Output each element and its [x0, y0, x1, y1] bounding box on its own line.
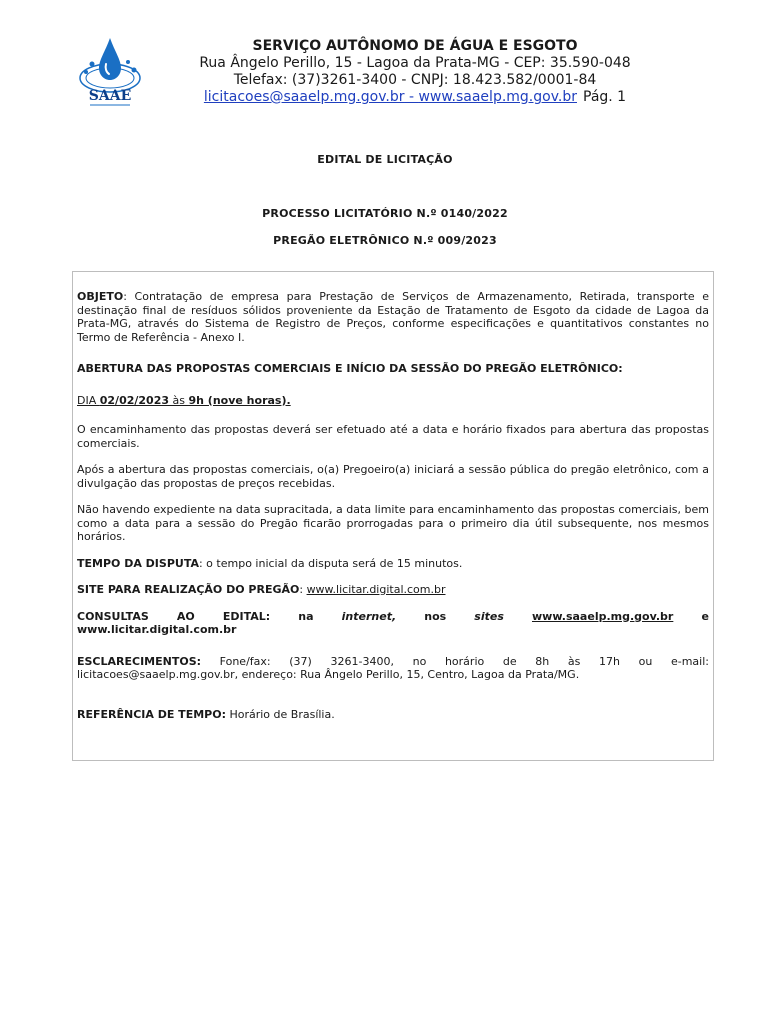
escl-w3: (37): [289, 654, 312, 668]
esclarecimentos-paragraph: [77, 655, 709, 682]
escl-w6: horário: [444, 654, 485, 668]
escl-w11: ou: [638, 654, 653, 668]
tempo-text: : o tempo inicial da disputa será de 15 minutos.: [198, 556, 463, 570]
nao-havendo-paragraph: Não havendo expediente na data supracitada, a data limite para encaminhamento das propostas comerciais, bem como a data para a sessão do Pregão ficarão prorrogadas para o primeiro dia útil subsequente, nos mesmos horários.: [77, 503, 709, 543]
org-address: Rua Ângelo Perillo, 15 - Lagoa da Prata-MG - CEP: 35.590-048: [199, 55, 631, 71]
website-link[interactable]: www.saaelp.mg.gov.br: [418, 89, 577, 105]
escl-w12: e-mail:: [670, 654, 709, 668]
consultas-licitar-link[interactable]: www.licitar.digital.com.br: [77, 623, 237, 636]
pregao-title: PREGÃO ELETRÔNICO N.º 009/2023: [273, 234, 497, 247]
dia-prefix: DIA: [77, 393, 100, 407]
edital-summary-box: [72, 271, 714, 761]
apos-abertura-paragraph: Após a abertura das propostas comerciais, o(a) Pregoeiro(a) iniciará a sessão pública do pregão eletrônico, com a divulgação das propostas de preços recebidas.: [77, 463, 709, 490]
consultas-w7: sites: [474, 609, 504, 623]
consultas-w1: CONSULTAS: [77, 609, 149, 623]
consultas-w9: e: [701, 609, 709, 623]
page-number: Pág. 1: [583, 89, 627, 105]
consultas-w2: AO: [176, 609, 195, 623]
dia-time: 9h (nove horas).: [188, 393, 291, 407]
saae-logo: [72, 34, 148, 108]
site-label: SITE PARA REALIZAÇÃO DO PREGÃO: [77, 583, 300, 596]
escl-line2: licitacoes@saaelp.mg.gov.br, endereço: Rua Ângelo Perillo, 15, Centro, Lagoa da Prata/MG.: [77, 668, 580, 681]
escl-w2: Fone/fax:: [219, 654, 271, 668]
escl-w8: 8h: [535, 654, 550, 668]
escl-w1: ESCLARECIMENTOS:: [77, 654, 202, 668]
objeto-paragraph: [77, 290, 709, 344]
site-paragraph: [77, 583, 709, 597]
escl-w5: no: [412, 654, 427, 668]
tempo-label: TEMPO DA DISPUTA: [77, 556, 199, 570]
site-sep: :: [299, 583, 307, 596]
tempo-paragraph: [77, 557, 709, 571]
email-link[interactable]: licitacoes@saaelp.mg.gov.br: [203, 89, 405, 105]
logo-text: SAAE: [88, 88, 132, 104]
dia-date: 02/02/2023: [99, 393, 170, 407]
escl-w4: 3261-3400,: [330, 654, 394, 668]
objeto-label: OBJETO: [77, 290, 124, 303]
escl-w9: às: [567, 654, 581, 668]
dia-mid: às: [169, 393, 189, 407]
referencia-label: REFERÊNCIA DE TEMPO:: [77, 707, 226, 721]
contact-separator: -: [404, 89, 419, 105]
water-drop-logo-icon: [72, 34, 148, 108]
objeto-text: : Contratação de empresa para Prestação de Serviços de Armazenamento, Retirada, transporte e destinação final de resíduos sólidos proveniente da Estação de Tratamento de Esgoto da cidade de Lagoa da Prata-MG, através do Sistema de Registro de Preços, conforme especificações e quantitativos constantes no Termo de Referência - Anexo I.: [77, 290, 709, 344]
escl-w10: 17h: [599, 654, 620, 668]
consultas-w4: na: [298, 609, 314, 623]
consultas-paragraph: [77, 610, 709, 637]
processo-title: PROCESSO LICITATÓRIO N.º 0140/2022: [262, 207, 508, 220]
letterhead: [170, 38, 660, 106]
referencia-text: Horário de Brasília.: [225, 707, 335, 721]
referencia-paragraph: [77, 708, 709, 722]
escl-w7: de: [502, 654, 517, 668]
consultas-w5: internet,: [341, 609, 397, 623]
consultas-w6: nos: [424, 609, 447, 623]
org-phone-cnpj: Telefax: (37)3261-3400 - CNPJ: 18.423.582/0001-84: [233, 72, 597, 88]
consultas-w3: EDITAL:: [222, 609, 271, 623]
org-contacts: [170, 89, 660, 106]
site-url-link[interactable]: www.licitar.digital.com.br: [306, 583, 446, 596]
abertura-heading: ABERTURA DAS PROPOSTAS COMERCIAIS E INÍCIO DA SESSÃO DO PREGÃO ELETRÔNICO:: [77, 362, 623, 375]
org-name: SERVIÇO AUTÔNOMO DE ÁGUA E ESGOTO: [252, 38, 578, 54]
encaminhamento-paragraph: O encaminhamento das propostas deverá ser efetuado até a data e horário fixados para abertura das propostas comerciais.: [77, 423, 709, 450]
dia-line: [77, 394, 709, 408]
edital-title: EDITAL DE LICITAÇÃO: [317, 153, 453, 166]
consultas-saae-link[interactable]: www.saaelp.mg.gov.br: [532, 609, 674, 623]
